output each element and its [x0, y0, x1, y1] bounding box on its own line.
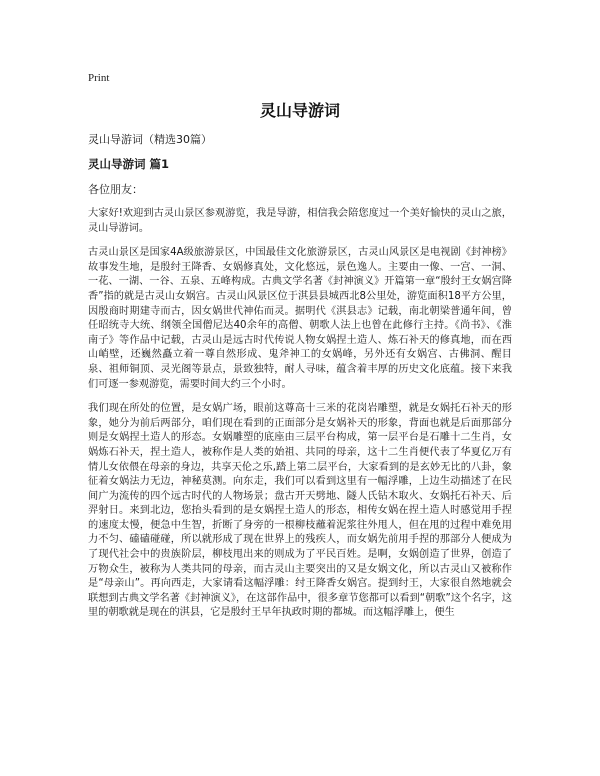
- paragraph: 我们现在所处的位置，是女娲广场，眼前这尊高十三米的花岗岩雕塑，就是女娲托石补天的形象，她分为前后两部分，咱们现在看到的正面部分是女娲补天的形象，背面也就是后面那部分则是女娲捏土造人的形态。女娲雕塑的底座由三层平台构成，第一层平台是石雕十二生肖，女娲炼石补天，捏土造人，被称作是人类的始祖、共同的母亲，这十二生肖便代表了华夏亿万有情儿女依偎在母亲的身边，共享天伦之乐,踏上第二层平台，大家看到的是玄妙无比的八卦，象征着女娲法力无边，神秘莫测。向东走，我们可以看到这里有一幅浮雕，上边生动描述了在民间广为流传的四个远古时代的人物场景；盘古开天劈地、隧人氏钻木取火、女娲托石补天、后羿射日。来到北边，您抬头看到的是女娲捏土造人的形态，相传女娲在捏土造人时感觉用手捏的速度太慢，便急中生智，折断了身旁的一根柳枝蘸着泥浆往外甩人，但在甩的过程中难免用力不匀、磕磕碰碰，所以就形成了现在世界上的残疾人，而女娲先前用手捏的那部分人便成为了现代社会中的贵族阶层，柳枝甩出来的则成为了平民百姓。是啊，女娲创造了世界，创造了万物众生，被称为人类共同的母亲，而古灵山主要突出的又是女娲文化，所以古灵山又被称作是“母亲山”。再向西走，大家请看这幅浮雕：纣王降香女娲宫。提到纣王，大家很自然地就会联想到古典文学名著《封神演义》，在这部作品中，很多章节您都可以看到“朝歌”这个名字，这里的朝歌就是现在的淇县，它是殷纣王早年执政时期的都城。而这幅浮雕上，便生: [88, 403, 512, 619]
- paragraph: 古灵山景区是国家4A级旅游景区，中国最佳文化旅游景区，古灵山风景区是电视剧《封神榜》故事发生地，是殷纣王降香、女娲修真处，文化悠远，景色逸人。主要由一像、一宫、一洞、一花、一湖、一谷、五泉、五峰构成。古典文学名著《封神演义》开篇第一章“殷纣王女娲宫降香”指的就是古灵山女娲宫。古灵山风景区位于淇县县城西北8公里处，游览面积18平方公里，因殷商时期建寺而古，因女娲世代神佑而灵。据明代《淇县志》记载，南北朝梁普通年间，曾任昭统寺大统、纲领全国僧尼达40余年的高僧、朝歌人法上也曾在此修行主持。《尚书》、《淮南子》等作品中记载，古灵山是远古时代传说人物女娲捏土造人、炼石补天的修真地，而在西山峭壁，还巍然矗立着一尊自然形成、鬼斧神工的女娲峰，另外还有女娲宫、古佛洞、醒目泉、祖师铜顶、灵光阁等景点，景致独特，耐人寻味，蕴含着丰厚的历史文化底蕴。接下来我们可逐一参观游览，需要时间大约三个小时。: [88, 247, 512, 390]
- print-link[interactable]: Print: [88, 72, 110, 84]
- section-heading: 灵山导游词 篇1: [88, 157, 170, 171]
- document-title: 灵山导游词: [259, 101, 340, 120]
- greeting: 各位朋友：: [88, 183, 143, 196]
- paragraph: 大家好!欢迎到古灵山景区参观游览，我是导游，相信我会陪您度过一个美好愉快的灵山之旅，灵山导游词。: [88, 208, 512, 234]
- document-subtitle: 灵山导游词（精选30篇）: [88, 133, 212, 146]
- document-body: [88, 132, 512, 631]
